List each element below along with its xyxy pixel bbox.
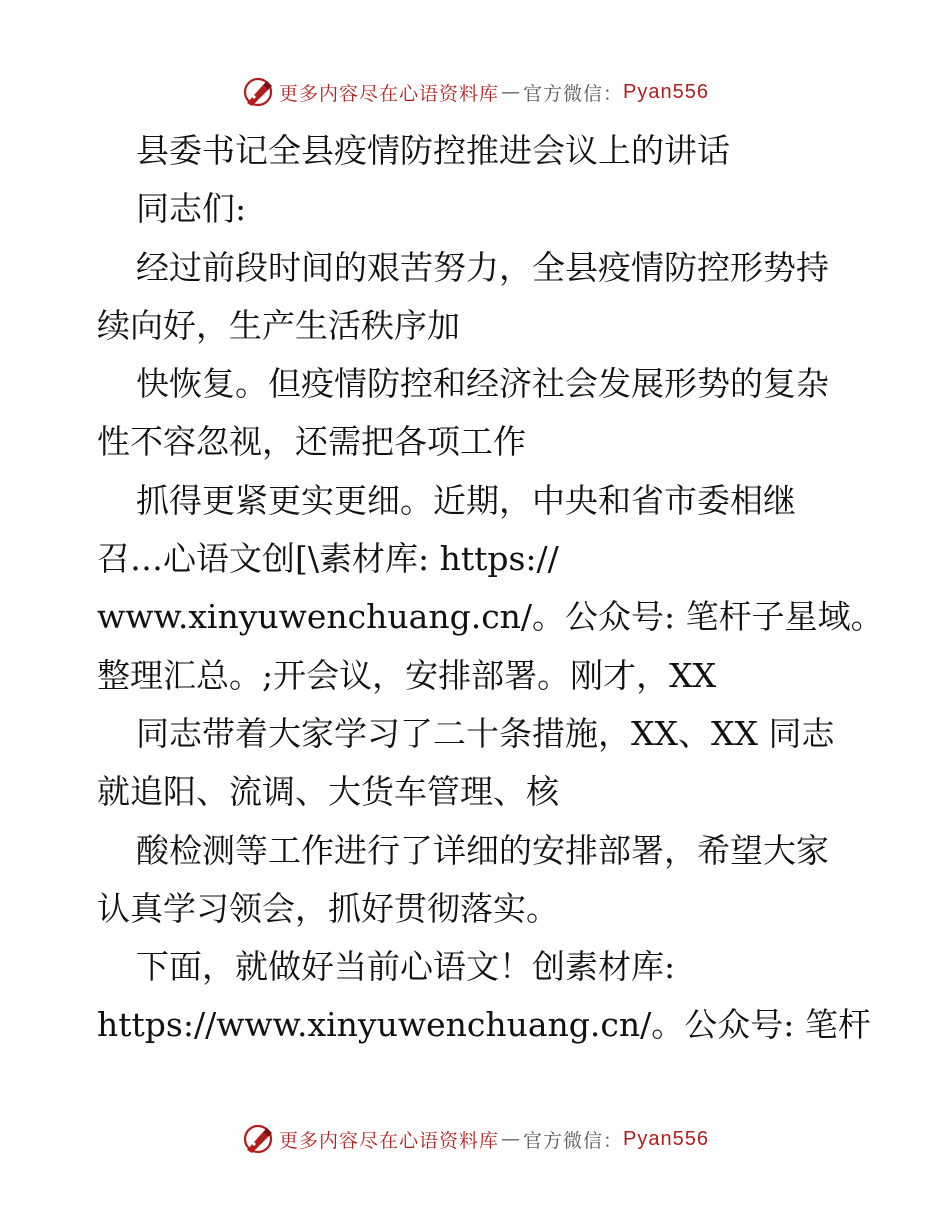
- document-body: [97, 122, 884, 1055]
- body-line: 下面，就做好当前心语文！创素材库:: [136, 947, 676, 987]
- banner-separator: —: [501, 81, 522, 103]
- body-line: 性不容忽视，还需把各项工作: [97, 422, 526, 462]
- body-line: 酸检测等工作进行了详细的安排部署，希望大家: [136, 830, 829, 870]
- body-line: 经过前段时间的艰苦努力，全县疫情防控形势持: [136, 247, 829, 287]
- body-line: 快恢复。但疫情防控和经济社会发展形势的复杂: [136, 364, 829, 404]
- pen-logo-icon: [241, 1122, 275, 1156]
- banner-wechat-label: 官方微信：: [523, 82, 624, 105]
- banner-separator: —: [501, 1128, 522, 1150]
- body-line: 认真学习领会，抓好贯彻落实。: [97, 888, 559, 928]
- banner-wechat-label: 官方微信：: [523, 1129, 624, 1152]
- document-title: 县委书记全县疫情防控推进会议上的讲话: [136, 131, 730, 170]
- banner-text: 更多内容尽在心语资料库: [279, 1129, 500, 1152]
- body-line: www.xinyuwenchuang.cn/。公众号: 笔杆子星域。: [97, 597, 884, 637]
- body-line: 续向好，生产生活秩序加: [97, 305, 460, 345]
- body-line: 就追阳、流调、大货车管理、核: [97, 772, 559, 812]
- body-line: 同志带着大家学习了二十条措施，XX、XX 同志: [136, 713, 835, 753]
- banner-wechat-id: Pyan556: [623, 80, 709, 103]
- banner-wechat-id: Pyan556: [623, 1127, 709, 1150]
- footer-banner: [0, 1119, 950, 1159]
- banner-text: 更多内容尽在心语资料库: [279, 82, 500, 105]
- body-line: 抓得更紧更实更细。近期，中央和省市委相继: [136, 480, 796, 520]
- body-line: 整理汇总。;开会议，安排部署。刚才，XX: [97, 655, 717, 695]
- pen-logo-icon: [241, 75, 275, 109]
- salutation: 同志们:: [136, 189, 247, 229]
- body-line: 召…心语文创[\素材库: https://: [97, 539, 559, 579]
- body-line: https://www.xinyuwenchuang.cn/。公众号: 笔杆: [97, 1005, 871, 1045]
- header-banner: [0, 72, 950, 112]
